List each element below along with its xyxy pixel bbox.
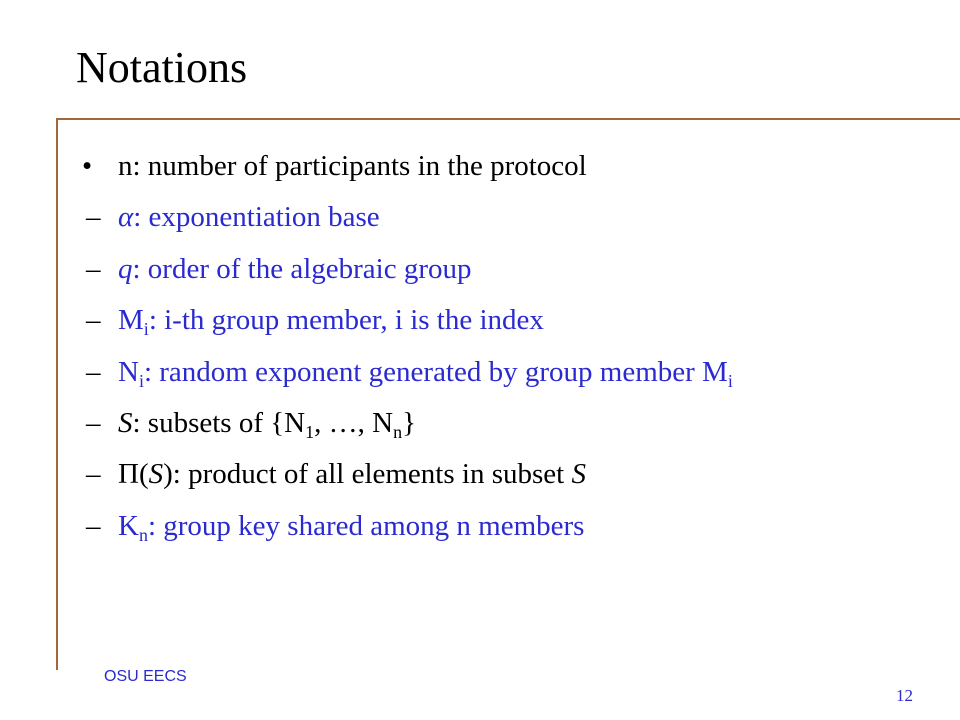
item-text: : i-th group member, i is the index [148, 304, 544, 337]
s-variable: S [148, 458, 164, 491]
item-text: n: number of participants in the protocol [118, 150, 587, 182]
list-item [82, 502, 952, 553]
footer-label: OSU EECS [104, 668, 187, 685]
item-content [118, 502, 584, 550]
content-rule-vertical [56, 118, 58, 670]
item-content [118, 193, 380, 241]
item-text: : group key shared among n members [147, 509, 585, 542]
m-subscript: i [143, 319, 149, 340]
n-subscript: i [138, 370, 144, 391]
dash-marker: – [86, 252, 101, 285]
item-content [118, 296, 544, 344]
list-item [82, 296, 952, 347]
dash-marker: – [86, 355, 101, 388]
alpha-symbol: α [118, 201, 134, 234]
n-symbol: N [118, 355, 139, 388]
bullet-marker: • [82, 150, 93, 182]
q-variable: q [118, 252, 133, 285]
k-subscript: n [138, 524, 148, 545]
notation-list [82, 142, 952, 553]
list-item [82, 348, 952, 399]
item-content [118, 450, 586, 498]
item-text: ): product of all elements in subset [163, 458, 572, 491]
item-text: : random exponent generated by group member M [143, 355, 728, 388]
member-subscript: i [727, 370, 733, 391]
dash-marker: – [86, 201, 101, 234]
paren-open: ( [138, 458, 149, 491]
list-item [82, 399, 952, 450]
item-text-a: : subsets of {N [132, 406, 306, 439]
list-item [82, 193, 952, 244]
item-text: : order of the algebraic group [132, 252, 472, 285]
s-variable-tail: S [571, 458, 586, 491]
slide-title: Notations [76, 43, 248, 92]
dash-marker: – [86, 304, 101, 337]
item-content [118, 399, 416, 447]
item-text-c: } [402, 406, 416, 439]
pi-symbol: Π [118, 458, 139, 491]
dash-marker: – [86, 406, 101, 439]
item-text-b: , …, N [314, 406, 394, 439]
k-symbol: K [118, 509, 139, 542]
subscript-1: 1 [305, 421, 315, 442]
item-content [118, 245, 472, 293]
subscript-n: n [393, 421, 403, 442]
m-symbol: M [118, 304, 144, 337]
list-item [82, 245, 952, 296]
list-item [82, 450, 952, 501]
item-content [118, 348, 733, 396]
title-rule-horizontal [56, 118, 960, 120]
item-text: : exponentiation base [133, 201, 380, 234]
dash-marker: – [86, 509, 101, 542]
dash-marker: – [86, 458, 101, 491]
list-item [82, 142, 952, 193]
page-number: 12 [896, 686, 913, 705]
s-variable: S [118, 406, 133, 439]
